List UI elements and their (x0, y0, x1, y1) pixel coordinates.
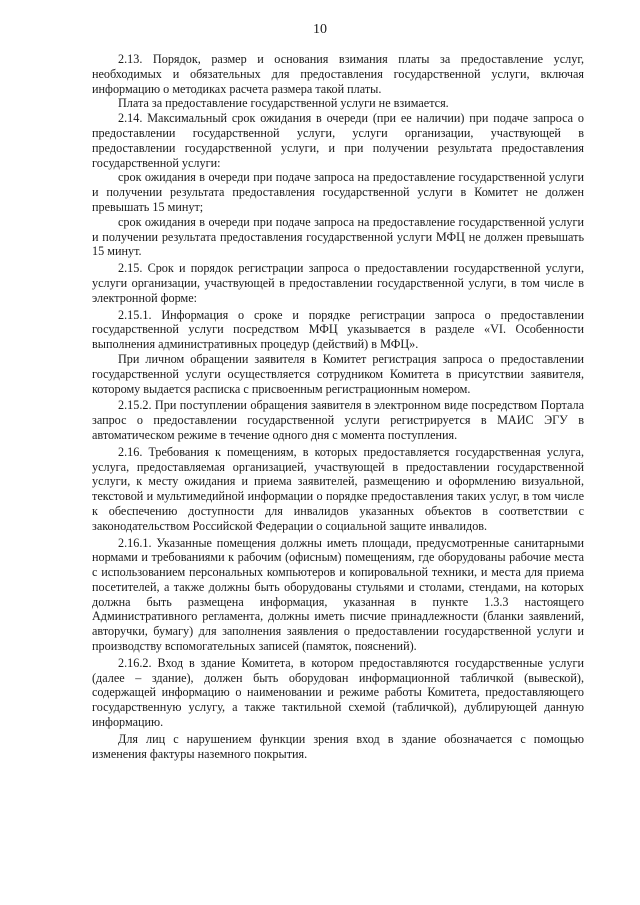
paragraph-fee-none: Плата за предоставление государственной услуги не взимается. (118, 96, 449, 111)
paragraph-vision-impaired: Для лиц с нарушением функции зрения вход в здание обозначается с помощью изменения фактуры наземного покрытия. (92, 731, 584, 761)
paragraph-2-13: 2.13. Порядок, размер и основания взимания платы за предоставление услуг, необходимых и обязательных для предоставления государственной услуги, включая информацию о методиках расчета размера такой платы. (92, 52, 584, 96)
paragraph-2-15: 2.15. Срок и порядок регистрации запроса о предоставлении государственной услуги, услуги организации, участвующей в предоставлении государственной услуги, в том числе в электронной форме: (92, 261, 584, 305)
page-number: 10 (313, 22, 327, 37)
paragraph-wait-committee: срок ожидания в очереди при подаче запроса на предоставление государственной услуги и получении результата предоставления государственной услуги в Комитет не должен превышать 15 минут; (92, 170, 584, 214)
paragraph-personal-visit: При личном обращении заявителя в Комитет регистрация запроса о предоставлении государственной услуги осуществляется сотрудником Комитета в присутствии заявителя, которому выдается расписка с присвоенным регистрационным номером. (92, 351, 584, 396)
document-body (92, 52, 584, 761)
paragraph-2-16: 2.16. Требования к помещениям, в которых предоставляется государственная услуга, услуга, предоставляемая организацией, участвующей в предоставлении государственной услуги, к месту ожидания и приема заявителей, размещению и оформлению визуальной, текстовой и мультимедийной информации о порядке предоставления таких услуг, в том числе к обеспечению доступности для инвалидов указанных объектов в соответствии с законодательством Российской Федерации о социальной защите инвалидов. (92, 444, 584, 533)
paragraph-2-16-1: 2.16.1. Указанные помещения должны иметь площади, предусмотренные санитарными нормами и требованиями к рабочим (офисным) помещениям, где оборудованы рабочие места с использованием персональных компьютеров и копировальной техники, и места для приема посетителей, а также должны быть оборудованы стульями и столами, стендами, на которых должна быть размещена информация, указанная в пункте 1.3.3 настоящего Административного регламента, должны иметь писчие принадлежности (бланки заявлений, авторучки, бумагу) для заполнения заявления о предоставлении государственной услуги и производству вспомогательных записей (памяток, пояснений). (92, 535, 584, 654)
paragraph-2-15-2: 2.15.2. При поступлении обращения заявителя в электронном виде посредством Портала запрос о предоставлении государственной услуги регистрируется в МАИС ЭГУ в автоматическом режиме в течение одного дня с момента поступления. (92, 398, 584, 442)
paragraph-2-14: 2.14. Максимальный срок ожидания в очереди (при ее наличии) при подаче запроса о предоставлении государственной услуги, услуги организации, участвующей в предоставлении государственной услуги, и при получении результата предоставления государственной услуги: (92, 111, 584, 170)
paragraph-wait-mfc: срок ожидания в очереди при подаче запроса на предоставление государственной услуги и получении результата предоставления государственной услуги МФЦ не должен превышать 15 минут. (92, 214, 584, 259)
paragraph-2-15-1: 2.15.1. Информация о сроке и порядке регистрации запроса о предоставлении государственной услуги посредством МФЦ указывается в разделе «VI. Особенности выполнения административных процедур (действий) в МФЦ». (92, 307, 584, 352)
paragraph-2-16-2: 2.16.2. Вход в здание Комитета, в котором предоставляются государственные услуги (далее – здание), должен быть оборудован информационной табличкой (вывеской), содержащей информацию о наименовании и режиме работы Комитета, предоставляющего государственную услугу, а также тактильной схемой (табличкой), дублирующей данную информацию. (92, 655, 584, 730)
